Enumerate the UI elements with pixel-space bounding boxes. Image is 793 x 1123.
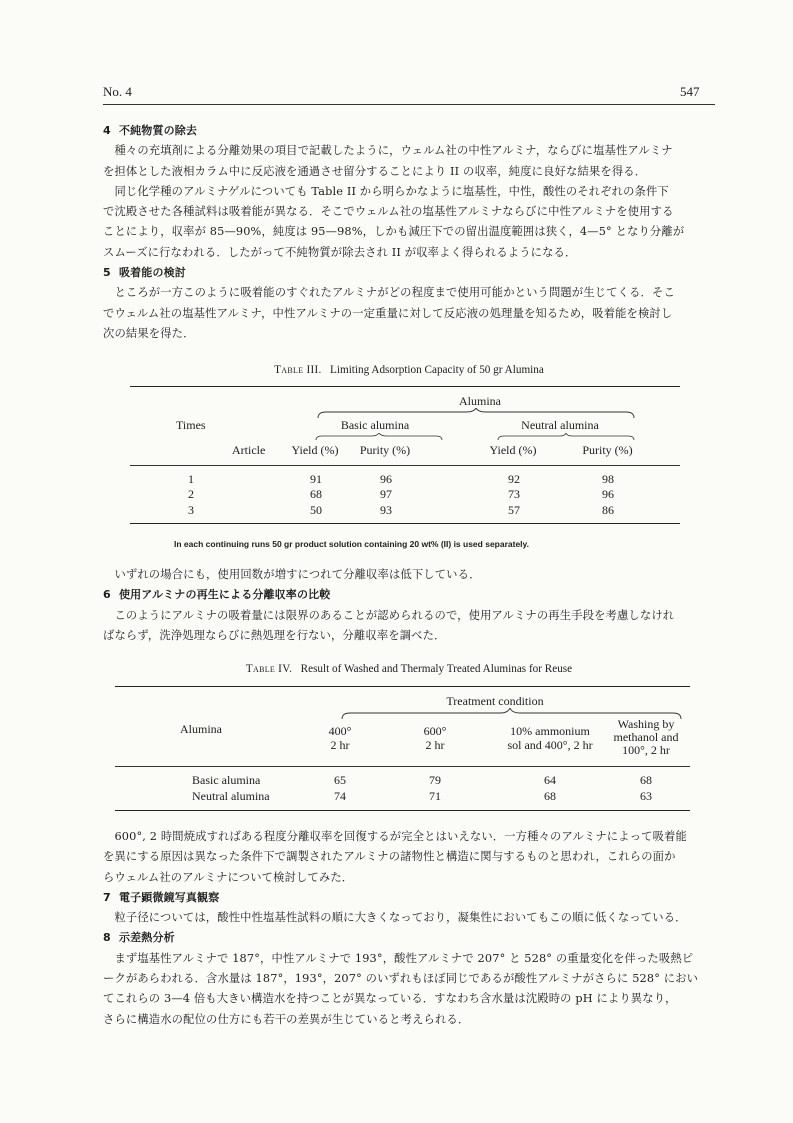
section-heading: 8 示差熱分析: [103, 931, 175, 945]
table-cell: 71: [429, 789, 441, 803]
paragraph-line: 同じ化学種のアルミナゲルについても Table II から明らかなように塩基性，中性，酸性のそれぞれの条件下: [103, 184, 669, 198]
section-7-8: [103, 827, 717, 1030]
basic-brace: [314, 433, 444, 441]
table-cell: 68: [310, 487, 322, 501]
table-cell: 92: [508, 472, 520, 486]
table-cell: 65: [334, 773, 346, 787]
paragraph-line: いずれの場合にも，使用回数が増すにつれて分離収率は低下している．: [103, 568, 481, 581]
paragraph-line: 種々の充填剤による分離効果の項目で記載したように，ウェルム社の中性アルミナ，ならびに塩基性アルミナ: [103, 144, 673, 158]
table-cell: 63: [640, 789, 652, 803]
col-methanol: Washing by methanol and 100°, 2 hr: [613, 717, 679, 757]
table-3-mid-rule: [130, 465, 680, 466]
table-cell: 57: [508, 503, 520, 517]
table-cell: 96: [602, 487, 614, 501]
paragraph-line: で沈殿させた各種試料は吸着能が異なる．そこでウェルム社の塩基性アルミナならびに中性アルミナを使用する: [103, 205, 674, 219]
table-cell: 64: [544, 773, 556, 787]
table-4-caption: Table IV. Result of Washed and Thermaly Treated Aluminas for Reuse: [245, 663, 573, 675]
section-heading: 6 使用アルミナの再生による分離収率の比較: [103, 588, 331, 602]
section-6: [103, 565, 717, 646]
paragraph-line: スムーズに行なわれる．したがって不純物質が除去され II が収率よく得られるようになる．: [103, 245, 577, 259]
table-cell: 93: [380, 503, 392, 517]
table-cell: 74: [334, 789, 346, 803]
col-alumina: Alumina: [180, 722, 222, 736]
table-cell: 86: [602, 503, 614, 517]
table-cell: 68: [544, 789, 556, 803]
table-cell: 98: [602, 472, 614, 486]
table-cell: 97: [380, 487, 392, 501]
table-3-group-header: Alumina: [459, 394, 501, 408]
table-cell: 79: [429, 773, 441, 787]
table-cell: 3: [188, 503, 194, 517]
table-4-group-header: Treatment condition: [446, 694, 544, 708]
table-cell: 96: [380, 472, 392, 486]
paragraph-line: ークがあらわれる．含水量は 187°，193°，207° のいずれもほぼ同じであるが酸性アルミナがさらに 528° におい: [103, 972, 699, 986]
col-yield-basic: Yield (%): [291, 443, 339, 457]
table-cell: 68: [640, 773, 652, 787]
col-purity-neutral: Purity (%): [582, 443, 633, 457]
table-cell: 2: [188, 487, 194, 501]
page-number: 547: [680, 84, 700, 99]
paragraph-line: を担体とした液相カラム中に反応液を通過させ留分することにより II の収率，純度に良好な結果を得る．: [103, 164, 647, 178]
paragraph-line: さらに構造水の配位の仕方にも若干の差異が生じていると考えられる．: [103, 1012, 470, 1026]
col-ammonium: 10% ammonium sol and 400°, 2 hr: [507, 724, 593, 752]
col-times: Times: [176, 418, 206, 432]
col-purity-basic: Purity (%): [359, 443, 411, 457]
paragraph-line: ところが一方このように吸着能のすぐれたアルミナがどの程度まで使用可能かという問題が生じてくる．そこ: [103, 286, 675, 300]
table-3-top-rule: [130, 386, 680, 387]
paragraph-line: 600°, 2 時間焼成すればある程度分離収率を回復するが完全とはいえない．一方種々のアルミナによって吸着能: [103, 830, 687, 843]
col-600: 600° 2 hr: [423, 724, 447, 752]
table-cell: Neutral alumina: [192, 789, 270, 803]
table-4-mid-rule: [115, 766, 690, 767]
paragraph-line: らウェルム社のアルミナについて検討してみた．: [103, 870, 354, 884]
col-yield-neutral: Yield (%): [489, 443, 537, 457]
table-4-top-rule: [115, 686, 690, 687]
paragraph-line: 次の結果を得た．: [103, 326, 195, 340]
table-cell: 73: [508, 487, 520, 501]
paragraph-line: ばならず，洗浄処理ならびに熱処理を行ない，分離収率を調べた．: [103, 628, 446, 642]
table-cell: Basic alumina: [192, 773, 261, 787]
paragraph-line: 粒子径については，酸性中性塩基性試料の順に大きくなっており，凝集性においてもこの順に低くなっている．: [103, 911, 687, 925]
col-article: Article: [232, 443, 266, 457]
table-3-footnote: In each continuing runs 50 gr product solution containing 20 wt% (II) is used separately.: [174, 539, 530, 549]
paragraph-line: ことにより，収率が 85—90%，純度は 95—98%，しかも減圧下での留出温度範囲は狭く，4—5° となり分離が: [103, 225, 685, 239]
table-3-bottom-rule: [130, 523, 680, 524]
section-heading: 5 吸着能の検討: [103, 266, 186, 280]
col-400: 400° 2 hr: [328, 724, 352, 752]
paragraph-line: でウェルム社の塩基性アルミナ，中性アルミナの一定重量に対して反応液の処理量を知るため，吸着能を検討し: [103, 306, 673, 320]
section-heading: 7 電子顕微鏡写真観察: [103, 890, 220, 904]
header-rule: [103, 104, 715, 105]
section-heading: 4 不純物質の除去: [103, 124, 198, 137]
section-4: [103, 121, 717, 344]
table-cell: 1: [188, 472, 194, 486]
paragraph-line: まず塩基性アルミナで 187°，中性アルミナで 193°，酸性アルミナで 207° と 528° の重量変化を伴った吸熱ピ: [103, 951, 694, 965]
sub-neutral-alumina: Neutral alumina: [521, 418, 599, 432]
table-cell: 91: [310, 472, 322, 486]
neutral-brace: [496, 433, 636, 441]
journal-issue: No. 4: [103, 84, 132, 99]
paragraph-line: てこれらの 3—4 倍も大きい構造水を持つことが異なっている．すなわち含水量は沈殿時の pH により異なり，: [103, 992, 677, 1006]
paragraph-line: を異にする原因は異なった条件下で調製されたアルミナの諸物性と構造に関与するものと思われ，これらの面か: [103, 850, 676, 864]
paragraph-line: このようにアルミナの吸着量には限界のあることが認められるので，使用アルミナの再生手段を考慮しなけれ: [103, 608, 675, 622]
table-cell: 50: [310, 503, 322, 517]
table-3-caption: Table III. Limiting Adsorption Capacity of 50 gr Alumina: [274, 364, 544, 376]
table-4-bottom-rule: [115, 810, 690, 811]
sub-basic-alumina: Basic alumina: [340, 418, 410, 432]
